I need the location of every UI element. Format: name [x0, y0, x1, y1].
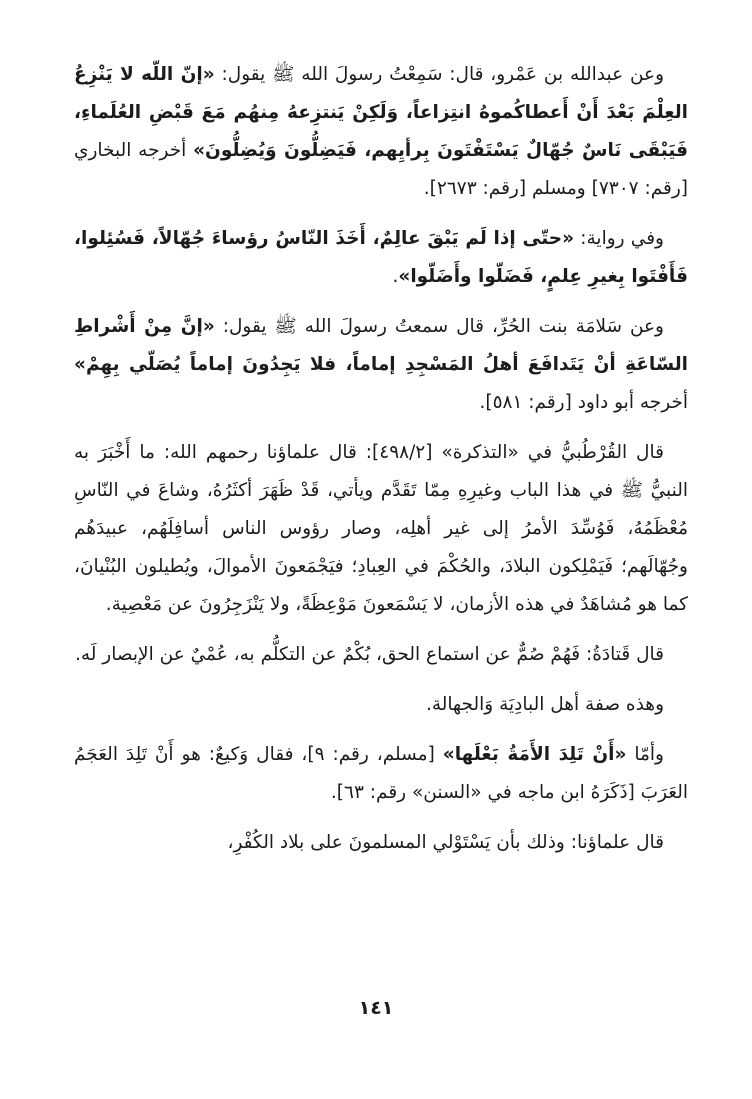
hadith-quote: «حتّى إذا لَم يَبْقَ عالِمٌ، أَخَذَ النّاسُ رؤساءَ جُهّالاً، فَسُئِلوا، فَأَفْتَوا بِغيرِ عِلمٍ، فَضَلّوا وأَضَلّوا»: [74, 228, 688, 287]
paragraph-hadith-ibn-amr: [74, 56, 688, 208]
paragraph-badiya: [74, 686, 688, 724]
citation: أخرجه أبو داود [رقم: ٥٨١].: [479, 392, 688, 413]
text-segment: وفي رواية:: [574, 228, 664, 249]
text-segment: قال القُرْطُبيُّ في «التذكرة» [٤٩٨/٢]: قال علماؤنا رحمهم الله: ما أَخْبَرَ به النبيُّ ﷺ في هذا الباب وغيرِهِ مِمّا تَقَدَّم ويأتي، قَدْ ظَهَرَ أكثَرُهُ، وشاعَ في النّاسِ مُعْظَمُهُ، فَوُسِّدَ الأمرُ إلى غير أهلِه، وصار رؤوس الناس أسافِلَهُم، عبيدَهُم وجُهّالَهم؛ فَيَمْلِكون البلادَ، والحُكْمَ في العِبادِ؛ فيَجْمَعونَ الأموالَ، ويُطيلون البُنْيانَ، كما هو مُشاهَدٌ في هذه الأزمان، لا يَسْمَعونَ مَوْعِظَةً، ولا يَنْزَجِرُونَ عن مَعْصِية.: [74, 442, 688, 615]
citation: أخرجه البخاري [رقم: ٧٣٠٧] ومسلم [رقم: ٢٦٧٣].: [74, 140, 688, 199]
hadith-quote: «إنَّ مِنْ أَشْراطِ السّاعَةِ أنْ يَتَدافَعَ أهلُ المَسْجِدِ إماماً، فلا يَجِدُونَ إماماً يُصَلّي بِهِمْ»: [74, 316, 688, 375]
hadith-quote: «إنّ اللّه لا يَنْزِعُ العِلْمَ بَعْدَ أَنْ أَعطاكُموهُ انتِزاعاً، وَلَكِنْ يَنتزِعهُ مِنهُم مَعَ قَبْضِ العُلَماءِ، فَيَبْقَى نَاسٌ جُهّالٌ يَسْتَفْتَونَ بِرأيِهم، فَيَضِلُّونَ وَيُضِلُّونَ»: [74, 64, 688, 161]
page-number: ١٤١: [358, 997, 394, 1019]
hadith-quote: «أَنْ تَلِدَ الأَمَةُ بَعْلَها»: [442, 744, 627, 765]
text-segment: قال قَتادَةُ: فَهُمْ صُمٌّ عن استماع الحق، بُكْمٌ عن التكلُّم به، عُمْيٌ عن الإبصار لَه.: [74, 644, 664, 665]
text-segment: وعن عبدالله بن عَمْرو، قال: سَمِعْتُ رسولَ الله ﷺ يقول:: [214, 64, 665, 85]
text-segment: .: [392, 266, 399, 287]
text-segment: وأمّا: [626, 744, 664, 765]
paragraph-qatada: [74, 636, 688, 674]
text-segment: قال علماؤنا: وذلك بأن يَسْتَوْلي المسلمونَ على بلاد الكُفْرِ،: [227, 832, 664, 853]
paragraph-ama: [74, 736, 688, 812]
text-segment: وهذه صفة أهل البادِيَة وَالجهالة.: [425, 694, 664, 715]
paragraph-riwaya: [74, 220, 688, 296]
text-segment: وعن سَلامَة بنت الحُرِّ، قال سمعتُ رسولَ الله ﷺ يقول:: [214, 316, 664, 337]
paragraph-hadith-salama: [74, 308, 688, 422]
citation: [مسلم، رقم: ٩]، فقال وَكيعٌ: هو أَنْ تَلِدَ العَجَمُ العَرَبَ [ذَكَرَهُ ابن ماجه في «السنن» رقم: ٦٣].: [74, 744, 688, 803]
paragraph-ulamauna: [74, 824, 688, 862]
paragraph-qurtubi: [74, 434, 688, 624]
page-body: [74, 56, 688, 862]
